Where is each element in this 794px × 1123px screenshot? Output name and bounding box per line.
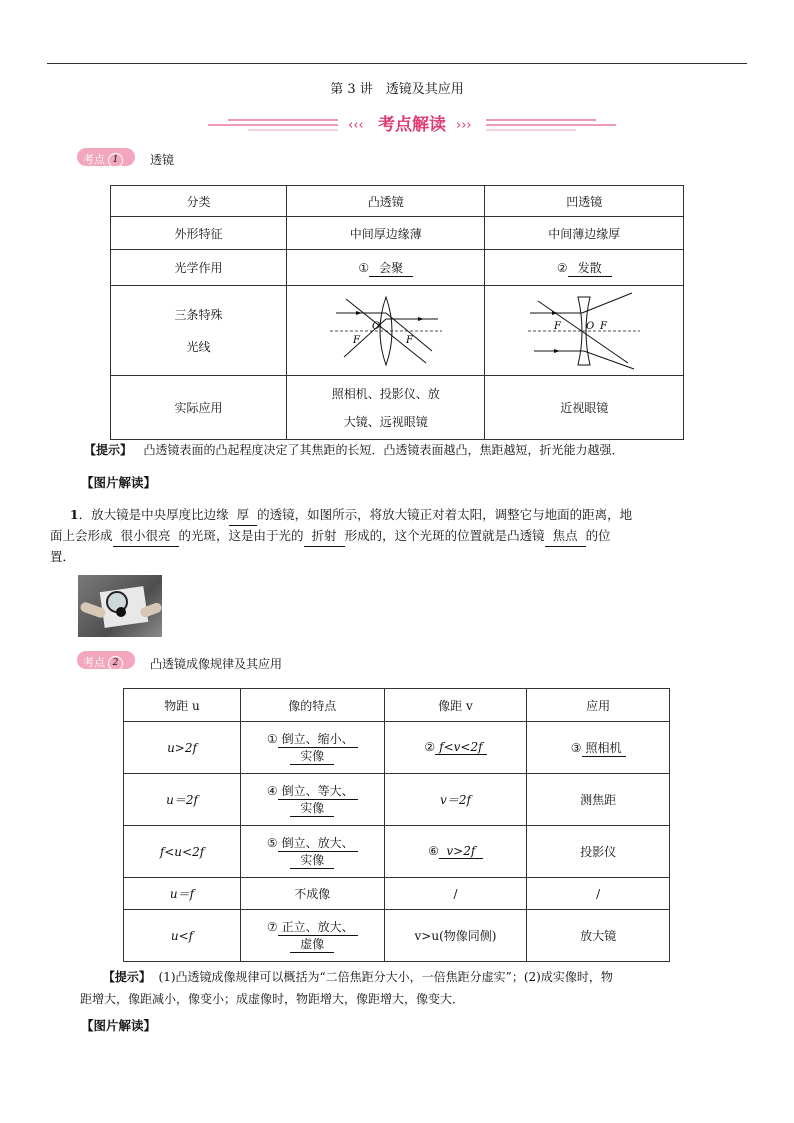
focus-label: F	[405, 334, 413, 346]
magnifier-photo	[78, 575, 162, 637]
answer-blank: 照相机	[582, 739, 626, 757]
svg-text:‹‹‹: ‹‹‹	[348, 118, 364, 133]
table-cell: 测焦距	[527, 774, 670, 826]
table-cell: /	[527, 878, 670, 910]
focus-label: F	[352, 334, 360, 346]
center-label: O	[371, 320, 380, 332]
table-cell: f<u<2f	[124, 826, 241, 878]
answer-blank: f<v<2f	[435, 740, 486, 755]
table-cell: u＝2f	[124, 774, 241, 826]
table-header: 凹透镜	[485, 186, 684, 217]
section-title-2: 凸透镜成像规律及其应用	[150, 657, 283, 671]
answer-blank: 折射	[304, 526, 345, 547]
kaodian-number: 1	[108, 153, 123, 168]
banner-title: 考点解读	[378, 115, 446, 135]
table-cell: 投影仪	[527, 826, 670, 878]
kaodian-badge-1: 考点 1	[77, 148, 135, 166]
svg-text:›››: ›››	[456, 118, 472, 133]
table-cell: 照相机、投影仪、放 大镜、远视眼镜	[286, 376, 485, 440]
kaodian-number: 2	[108, 656, 123, 671]
table-cell: v＝2f	[384, 774, 527, 826]
tip-2: 【提示】 (1)凸透镜成像规律可以概括为“二倍焦距分大小，一倍焦距分虚实”；(2)成实像时，物 距增大，像距减小，像变小；成虚像时，物距增大，像距增大，像变大．	[80, 970, 613, 1006]
focus-label: F	[600, 320, 608, 332]
table-cell: ⑥ v>2f	[384, 826, 527, 878]
table-cell: /	[384, 878, 527, 910]
table-cell	[485, 286, 684, 376]
answer-blank: 很小很亮	[113, 526, 179, 547]
table-cell: u<f	[124, 910, 241, 962]
table-header: 分类	[111, 186, 287, 217]
table-cell: ③ 照相机	[527, 722, 670, 774]
answer-blank: 焦点	[545, 526, 586, 547]
table-header: 物距 u	[124, 689, 241, 722]
table-cell: 光学作用	[111, 250, 287, 286]
answer-blank: 厚	[229, 505, 258, 526]
paragraph-1: 1．放大镜是中央厚度比边缘 厚 的透镜，如图所示，将放大镜正对着太阳，调整它与地面的距离，地 面上会形成 很小很亮 的光斑，这是由于光的 折射 形成的，这个光斑的位置就是凸透镜 焦点 的位 置．	[50, 507, 633, 564]
table-cell: 不成像	[241, 878, 385, 910]
table-cell: 放大镜	[527, 910, 670, 962]
pic-label-2: 【图片解读】	[81, 1018, 157, 1033]
header-rule	[47, 63, 747, 64]
answer-blank: 会聚	[369, 259, 413, 277]
table-cell: ② f<v<2f	[384, 722, 527, 774]
table-cell: ② 发散	[485, 250, 684, 286]
table-cell: 近视眼镜	[485, 376, 684, 440]
table-cell: 中间厚边缘薄	[286, 217, 485, 250]
table-cell: 中间薄边缘厚	[485, 217, 684, 250]
convex-lens-diagram	[326, 291, 446, 371]
table-cell: 实际应用	[111, 376, 287, 440]
table-cell: ⑤ 倒立、放大、 实像	[241, 826, 385, 878]
kaodian-badge-2: 考点 2	[77, 651, 135, 669]
table-header: 凸透镜	[286, 186, 485, 217]
answer-blank: v>2f	[439, 844, 483, 859]
answer-blank: 发散	[568, 259, 612, 277]
table-cell: 三条特殊 光线	[111, 286, 287, 376]
table-cell: 外形特征	[111, 217, 287, 250]
table-cell: v>u(物像同侧)	[384, 910, 527, 962]
table-cell: ④ 倒立、等大、 实像	[241, 774, 385, 826]
lens-table	[110, 185, 684, 440]
table-cell: ⑦ 正立、放大、 虚像	[241, 910, 385, 962]
table-header: 像的特点	[241, 689, 385, 722]
table-header: 应用	[527, 689, 670, 722]
pic-label-1: 【图片解读】	[81, 475, 157, 490]
table-cell: u＝f	[124, 878, 241, 910]
table-cell: u>2f	[124, 722, 241, 774]
tip-1: 【提示】 凸透镜表面的凸起程度决定了其焦距的长短．凸透镜表面越凸，焦距越短，折光能力越强．	[84, 443, 624, 457]
section-title-1: 透镜	[150, 153, 175, 167]
table-cell: ① 会聚	[286, 250, 485, 286]
table-cell	[286, 286, 485, 376]
center-label: O	[586, 320, 595, 332]
concave-lens-diagram	[524, 291, 644, 371]
table-cell: ① 倒立、缩小、 实像	[241, 722, 385, 774]
imaging-table	[123, 688, 670, 962]
focus-label: F	[554, 320, 562, 332]
page-title: 第 3 讲 透镜及其应用	[330, 82, 464, 97]
table-header: 像距 v	[384, 689, 527, 722]
